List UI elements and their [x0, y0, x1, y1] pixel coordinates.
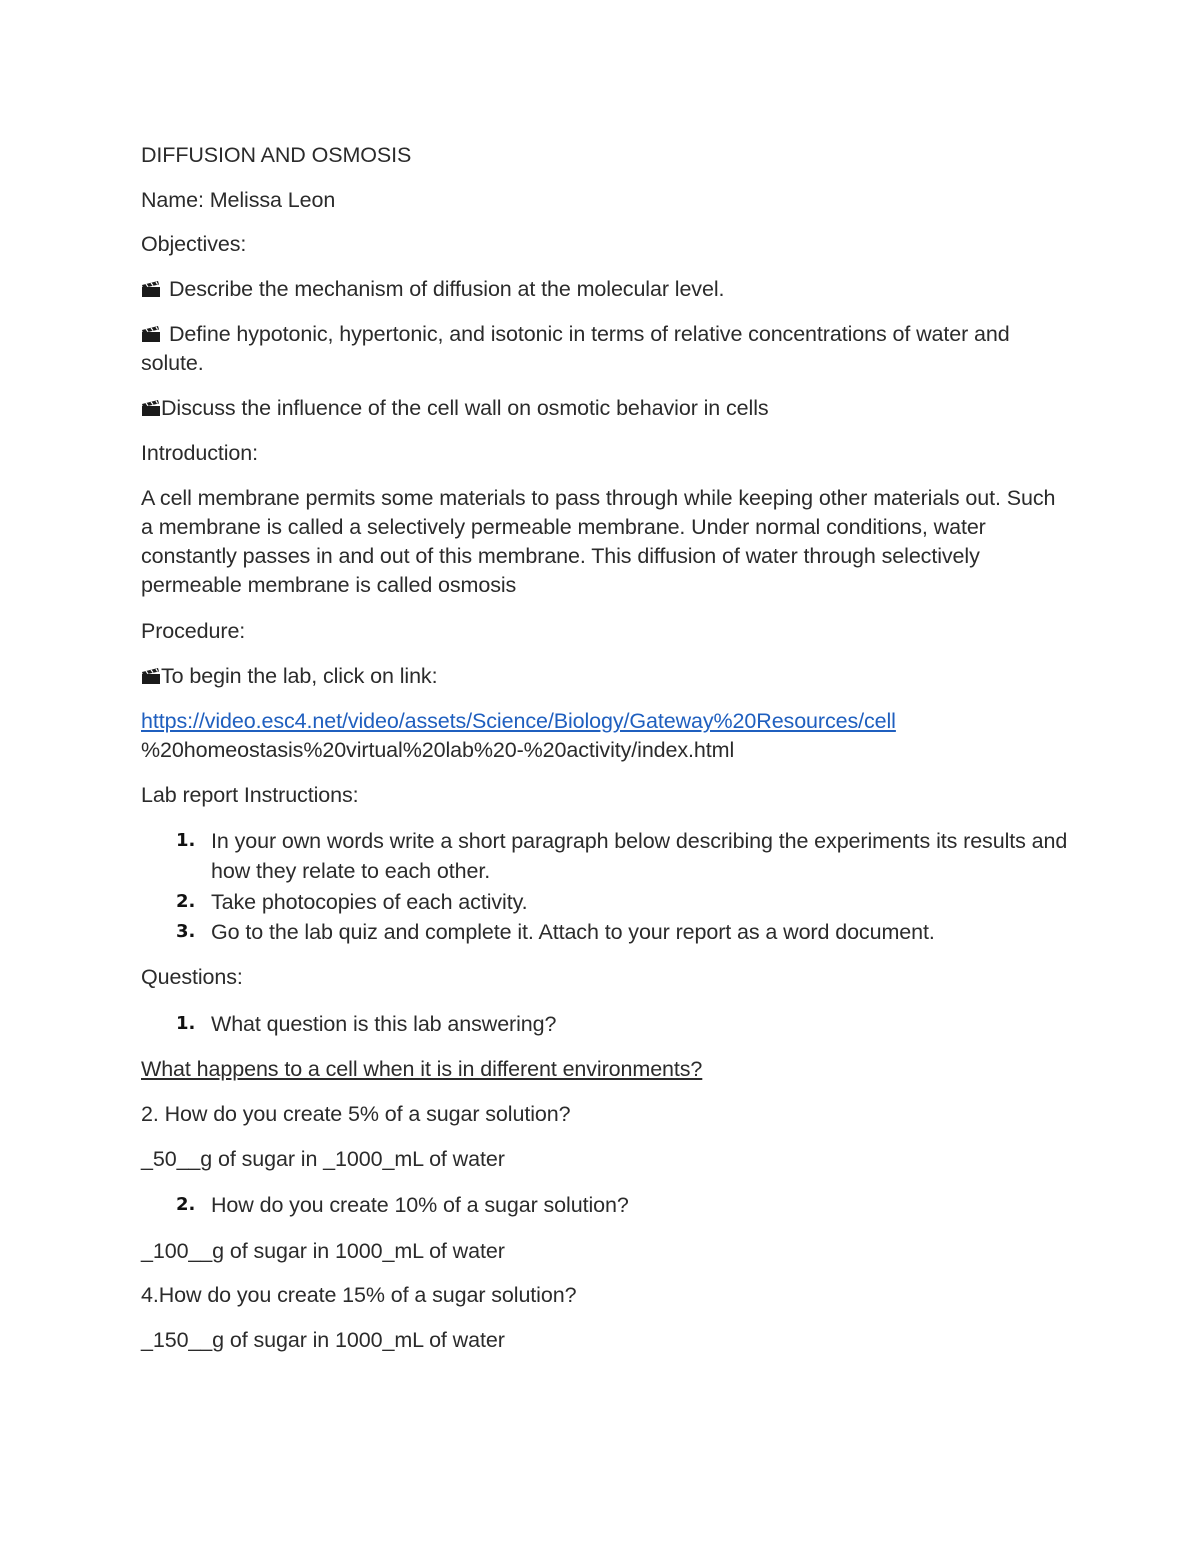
list-number: 1. — [176, 830, 196, 851]
lab-link[interactable]: https://video.esc4.net/video/assets/Science/Biology/Gateway%20Resources/cell — [141, 709, 896, 733]
objective-text: Discuss the influence of the cell wall on osmotic behavior in cells — [161, 396, 769, 420]
procedure-step — [141, 662, 437, 691]
instruction-item: Take photocopies of each activity. — [211, 890, 528, 914]
objective-item — [141, 394, 769, 423]
name-line: Name: Melissa Leon — [141, 188, 336, 212]
lab-link-continuation: %20homeostasis%20virtual%20lab%20-%20activity/index.html — [141, 738, 735, 762]
objective-text: Define hypotonic, hypertonic, and isotonic in terms of relative concentrations of water and solute. — [141, 322, 1010, 375]
procedure-heading: Procedure: — [141, 619, 246, 643]
list-number: 3. — [176, 921, 196, 942]
document-title: DIFFUSION AND OSMOSIS — [141, 143, 412, 167]
clapperboard-icon — [141, 667, 161, 685]
introduction-heading: Introduction: — [141, 441, 259, 465]
objective-text: Describe the mechanism of diffusion at the molecular level. — [169, 277, 725, 301]
question-text: What question is this lab answering? — [211, 1012, 557, 1036]
clapperboard-icon — [141, 280, 161, 298]
objective-item — [141, 320, 1066, 378]
instructions-heading: Lab report Instructions: — [141, 783, 359, 807]
question-text: How do you create 10% of a sugar solution? — [211, 1193, 629, 1217]
instruction-item: Go to the lab quiz and complete it. Attach to your report as a word document. — [211, 920, 935, 944]
questions-heading: Questions: — [141, 965, 243, 989]
objectives-heading: Objectives: — [141, 232, 247, 256]
procedure-step-text: To begin the lab, click on link: — [161, 664, 438, 688]
answer-text: _150__g of sugar in 1000_mL of water — [141, 1328, 505, 1352]
instruction-item: In your own words write a short paragraph below describing the experiments its results and how they relate to each other. — [211, 829, 1068, 883]
list-number: 2. — [176, 891, 196, 912]
clapperboard-icon — [141, 399, 161, 417]
answer-text: What happens to a cell when it is in different environments? — [141, 1057, 703, 1081]
list-number: 1. — [176, 1013, 196, 1034]
list-number: 2. — [176, 1194, 196, 1215]
clapperboard-icon — [141, 325, 161, 343]
objective-item — [141, 275, 724, 304]
answer-text: _100__g of sugar in 1000_mL of water — [141, 1239, 505, 1263]
question-text: 4.How do you create 15% of a sugar solution? — [141, 1283, 577, 1307]
answer-text: _50__g of sugar in _1000_mL of water — [141, 1147, 505, 1171]
question-text: 2. How do you create 5% of a sugar solution? — [141, 1102, 571, 1126]
introduction-paragraph: A cell membrane permits some materials to pass through while keeping other materials out. Such a membrane is called a selectively permeable membrane. Under normal conditions, water constantly passes in and out of this membrane. This diffusion of water through selectively permeable membrane is called osmosis — [141, 486, 1056, 597]
